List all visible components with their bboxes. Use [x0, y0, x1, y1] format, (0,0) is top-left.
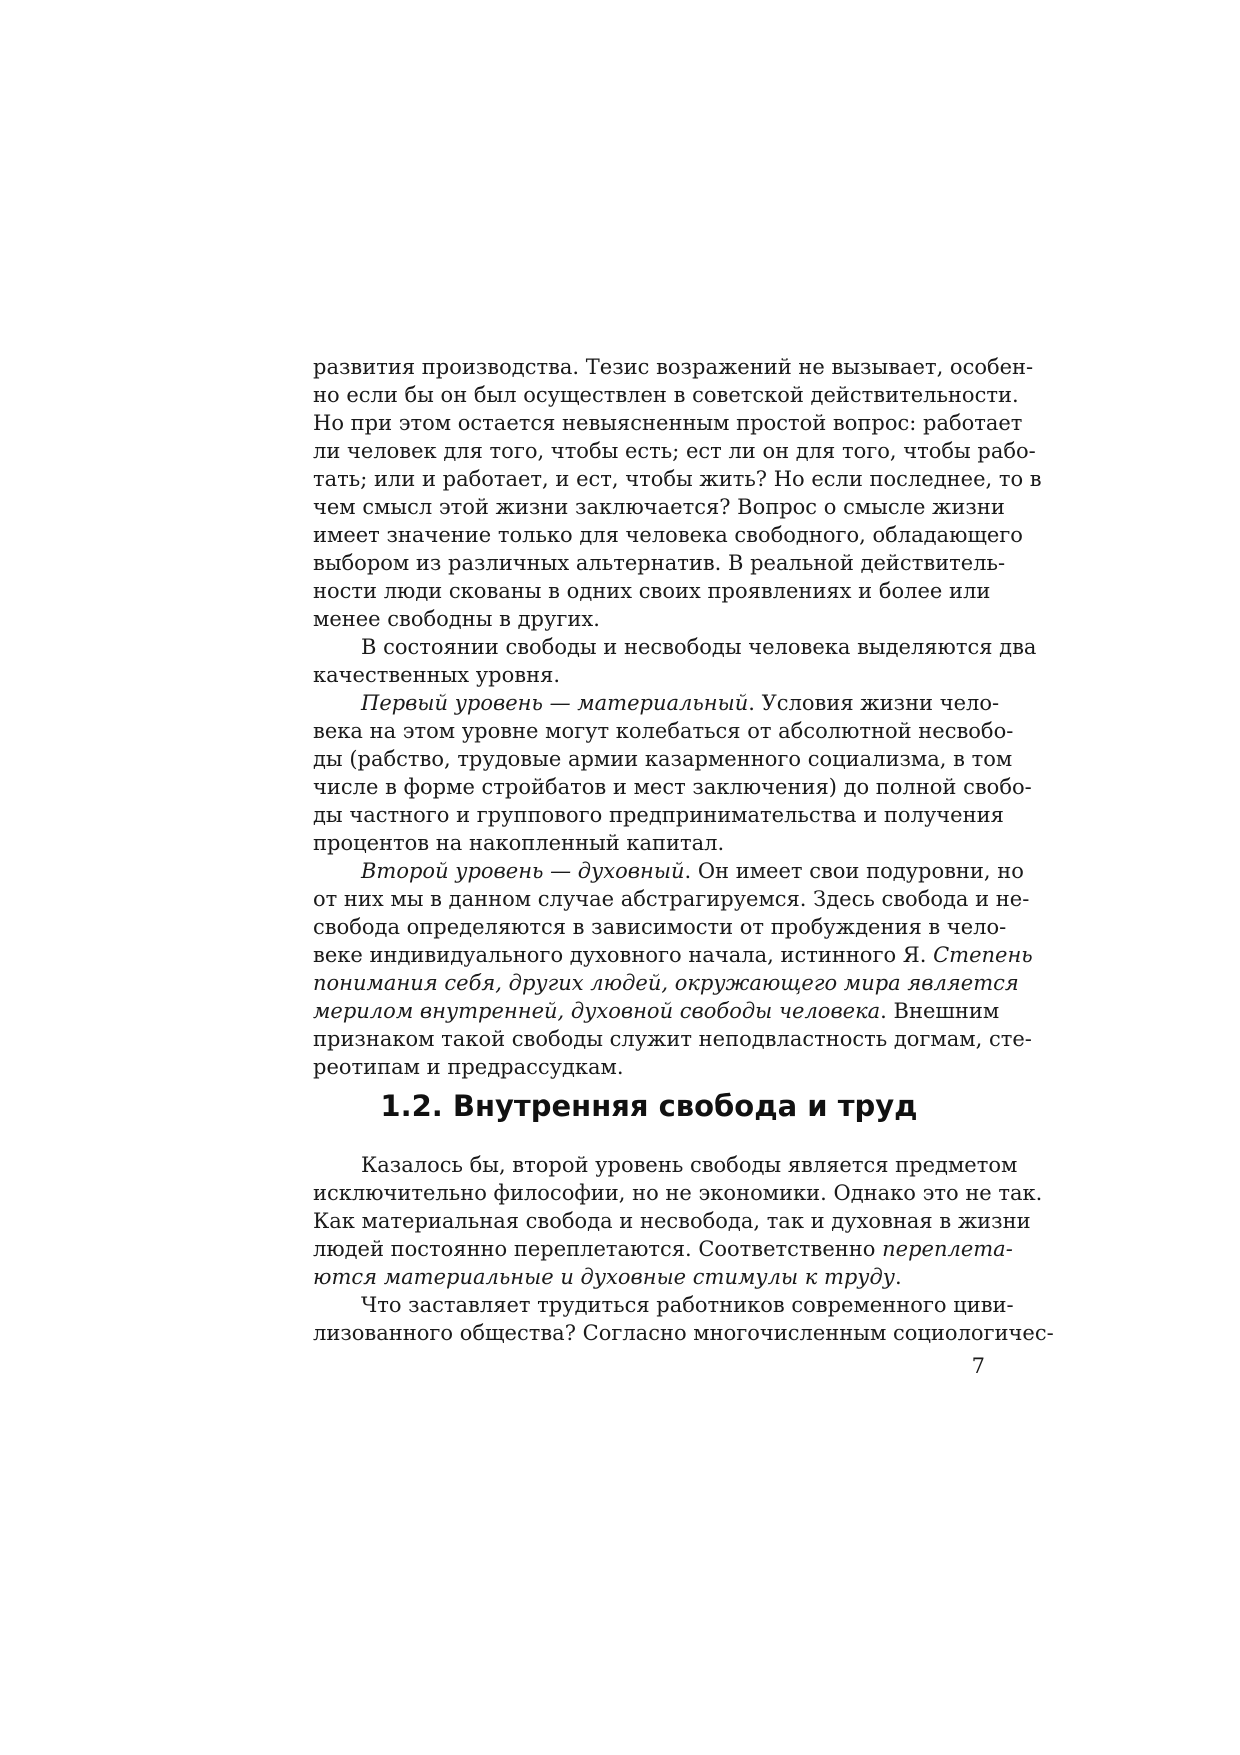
section-heading: 1.2. Внутренняя свобода и труд [380, 1089, 918, 1123]
text-line: числе в форме стройбатов и мест заключения) до полной свобо- [313, 775, 1032, 799]
text-line: развития производства. Тезис возражений не вызывает, особен- [313, 355, 1034, 379]
italic-phrase: Второй уровень — духовный [361, 859, 685, 883]
italic-phrase: мерилом внутренней, духовной свободы человека [313, 999, 881, 1023]
text-line: свобода определяются в зависимости от пробуждения в чело- [313, 915, 1007, 939]
text-line: Но при этом остается невыясненным простой вопрос: работает [313, 411, 1023, 435]
text-line: процентов на накопленный капитал. [313, 831, 725, 855]
paragraph-5 [313, 1151, 1043, 1291]
text-line: тать; или и работает, и ест, чтобы жить? Но если последнее, то в [313, 467, 1042, 491]
text-line: ности люди скованы в одних своих проявлениях и более или [313, 579, 991, 603]
text-line: признаком такой свободы служит неподвластность догмам, сте- [313, 1027, 1032, 1051]
text-line: века на этом уровне могут колебаться от абсолютной несвобо- [313, 719, 1014, 743]
italic-phrase: Степень [933, 943, 1033, 967]
text-line: ды частного и группового предпринимательства и получения [313, 803, 1004, 827]
text-line: В состоянии свободы и несвободы человека выделяются два [361, 635, 1037, 659]
page-number: 7 [971, 1354, 985, 1378]
text-line: но если бы он был осуществлен в советской действительности. [313, 383, 1019, 407]
text-line [313, 997, 1000, 1025]
text-line: менее свободны в других. [313, 607, 600, 631]
text-span: . Он имеет свои подуровни, но [684, 859, 1024, 883]
text-span: людей постоянно переплетаются. Соответственно [313, 1237, 883, 1261]
paragraph-3 [313, 689, 1032, 857]
text-line [313, 689, 1000, 717]
text-line: ды (рабство, трудовые армии казарменного социализма, в том [313, 747, 1013, 771]
text-line: имеет значение только для человека свободного, обладающего [313, 523, 1023, 547]
text-line: реотипам и предрассудкам. [313, 1055, 624, 1079]
text-line: Казалось бы, второй уровень свободы является предметом [361, 1153, 1018, 1177]
italic-phrase: ются материальные и духовные стимулы к труду [313, 1265, 895, 1289]
text-span: . Условия жизни чело- [748, 691, 1000, 715]
text-block-upper [313, 353, 1042, 1081]
text-span: веке индивидуального духовного начала, истинного Я. [313, 943, 934, 967]
text-span: . [894, 1265, 902, 1289]
text-line [313, 1263, 985, 1291]
italic-phrase: Первый уровень — материальный [361, 691, 749, 715]
italic-line: понимания себя, других людей, окружающего мира является [313, 971, 1019, 995]
text-line: качественных уровня. [313, 663, 560, 687]
text-line: чем смысл этой жизни заключается? Вопрос о смысле жизни [313, 495, 1005, 519]
text-line: Как материальная свобода и несвобода, так и духовная в жизни [313, 1209, 1031, 1233]
paragraph-2 [313, 633, 1037, 689]
text-line [313, 857, 1024, 885]
text-line: исключительно философии, но не экономики. Однако это не так. [313, 1181, 1043, 1205]
text-block-lower [313, 1151, 1054, 1347]
text-line: выбором из различных альтернатив. В реальной действитель- [313, 551, 1006, 575]
text-line: ли человек для того, чтобы есть; ест ли он для того, чтобы рабо- [313, 439, 1036, 463]
italic-phrase: переплета- [882, 1237, 1013, 1261]
paragraph-1 [313, 353, 1042, 633]
paragraph-4 [313, 857, 1033, 1081]
text-span: . Внешним [880, 999, 1000, 1023]
text-line: Что заставляет трудиться работников современного циви- [361, 1293, 1014, 1317]
paragraph-6 [313, 1291, 1054, 1347]
text-line [313, 941, 1033, 969]
text-line: от них мы в данном случае абстрагируемся. Здесь свобода и не- [313, 887, 1030, 911]
text-line: лизованного общества? Согласно многочисленным социологичес- [313, 1321, 1054, 1345]
text-line [313, 1235, 1013, 1263]
